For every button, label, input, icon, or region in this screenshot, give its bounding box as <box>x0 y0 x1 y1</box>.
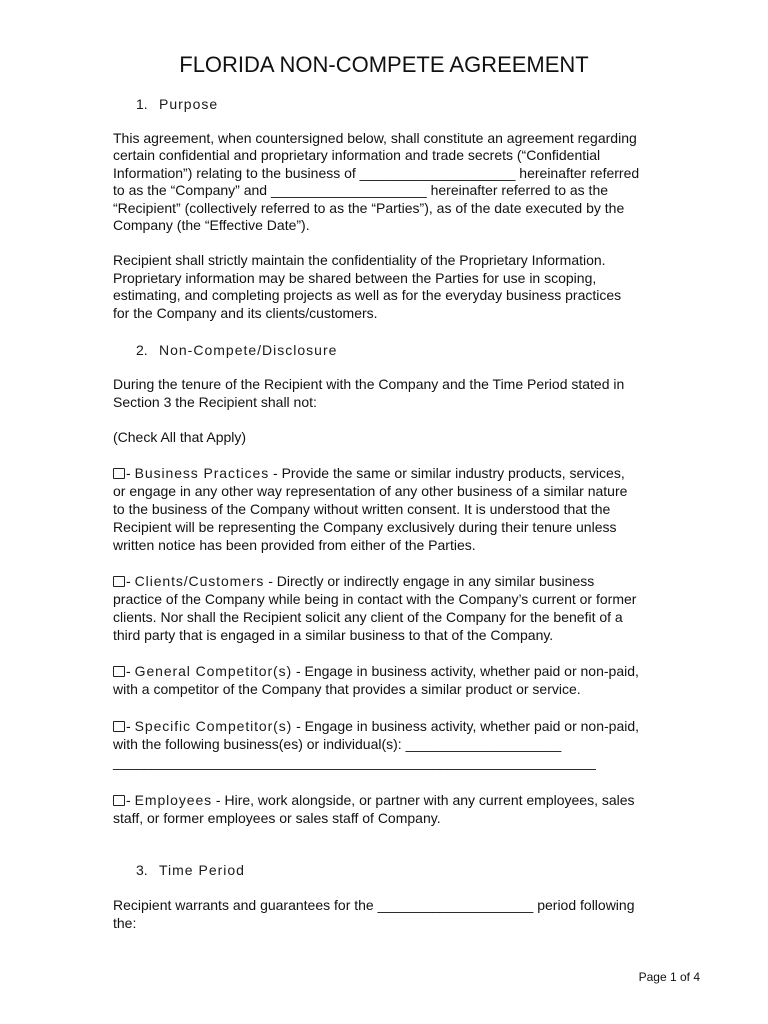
paragraph-line: Recipient warrants and guarantees for the ____________________ period following <box>113 897 635 913</box>
document-title: FLORIDA NON-COMPETE AGREEMENT <box>179 52 589 77</box>
paragraph-line: “Recipient” (collectively referred to as the “Parties”), as of the date executed by the <box>113 199 625 216</box>
non-compete-intro <box>113 375 624 411</box>
option-dash: - <box>126 465 131 481</box>
option-first-line <box>113 464 627 482</box>
option-text: - Directly or indirectly engage in any similar business <box>264 573 595 589</box>
option-text: - Engage in business activity, whether paid or non-paid, <box>292 718 640 734</box>
paragraph-line: to as the “Company” and ____________________ hereinafter referred to as the <box>113 182 609 199</box>
checkbox-icon <box>113 721 125 732</box>
paragraph-line: Company (the “Effective Date”). <box>113 216 310 233</box>
section-title: Time Period <box>159 862 245 878</box>
section-heading-purpose <box>136 95 218 113</box>
option-first-line <box>113 791 635 809</box>
option-general-competitors <box>113 662 639 698</box>
paragraph-line: certain confidential and proprietary information and trade secrets (“Confidential <box>113 147 601 164</box>
section-heading-non-compete <box>136 341 337 359</box>
option-line: with the following business(es) or individual(s): ____________________ <box>113 736 562 752</box>
time-period-paragraph <box>113 896 635 932</box>
option-line: third party that is engaged in a similar business to that of the Company. <box>113 627 554 643</box>
option-line: practice of the Company while being in contact with the Company’s current or former <box>113 591 637 607</box>
option-first-line <box>113 662 639 680</box>
option-label: Employees <box>134 792 213 808</box>
option-line: or engage in any other way representation of any other business of a similar nature <box>113 483 628 499</box>
section-title: Purpose <box>159 96 219 112</box>
option-label: Clients/Customers <box>134 573 265 589</box>
checkbox-icon <box>113 468 125 479</box>
option-dash: - <box>126 792 131 808</box>
purpose-paragraph-1 <box>113 130 639 234</box>
option-specific-competitors <box>113 717 639 771</box>
section-number: 2. <box>136 342 148 358</box>
option-text: - Provide the same or similar industry products, services, <box>269 465 625 481</box>
paragraph-line: During the tenure of the Recipient with the Company and the Time Period stated in <box>113 376 625 392</box>
option-line: with a competitor of the Company that provides a similar product or service. <box>113 681 581 697</box>
option-line: Recipient will be representing the Company exclusively during their tenure unless <box>113 519 617 535</box>
paragraph-line: Section 3 the Recipient shall not: <box>113 394 317 410</box>
paragraph-line: Information”) relating to the business of ____________________ hereinafter referred <box>113 164 640 181</box>
checkbox-icon <box>113 795 125 806</box>
option-clients-customers <box>113 572 636 644</box>
section-title: Non-Compete/Disclosure <box>159 342 338 358</box>
checkbox-icon <box>113 576 125 587</box>
option-text: - Hire, work alongside, or partner with any current employees, sales <box>212 792 635 808</box>
option-line: staff, or former employees or sales staff of Company. <box>113 810 441 826</box>
instruction-text: (Check All that Apply) <box>113 429 247 445</box>
purpose-paragraph-2 <box>113 252 621 322</box>
section-number: 1. <box>136 96 148 112</box>
checkbox-icon <box>113 666 125 677</box>
option-label: General Competitor(s) <box>134 663 293 679</box>
section-heading-time-period <box>136 861 245 879</box>
paragraph-line: Proprietary information may be shared between the Parties for use in scoping, <box>113 269 597 286</box>
option-line: clients. Nor shall the Recipient solicit any client of the Company for the benefit of a <box>113 609 623 625</box>
option-line: written notice has been provided from either of the Parties. <box>113 537 476 553</box>
option-dash: - <box>126 573 131 589</box>
option-employees <box>113 791 635 827</box>
paragraph-line: estimating, and completing projects as well as for the everyday business practices <box>113 287 622 304</box>
option-dash: - <box>126 718 131 734</box>
option-first-line <box>113 717 639 735</box>
option-label: Specific Competitor(s) <box>134 718 293 734</box>
option-business-practices <box>113 464 627 554</box>
option-text: - Engage in business activity, whether paid or non-paid, <box>292 663 639 679</box>
page-number: Page 1 of 4 <box>638 970 700 984</box>
paragraph-line: for the Company and its clients/customers. <box>113 304 378 321</box>
blank-line: ______________________________________________________________ <box>113 754 596 770</box>
option-line: to the business of the Company without written consent. It is understood that the <box>113 501 611 517</box>
paragraph-line: This agreement, when countersigned below, shall constitute an agreement regarding <box>113 130 637 146</box>
paragraph-line: Recipient shall strictly maintain the confidentiality of the Proprietary Information. <box>113 252 606 268</box>
paragraph-line: the: <box>113 915 137 931</box>
option-label: Business Practices <box>134 465 270 481</box>
check-instruction <box>113 428 246 446</box>
section-number: 3. <box>136 862 148 878</box>
option-first-line <box>113 572 636 590</box>
option-dash: - <box>126 663 131 679</box>
